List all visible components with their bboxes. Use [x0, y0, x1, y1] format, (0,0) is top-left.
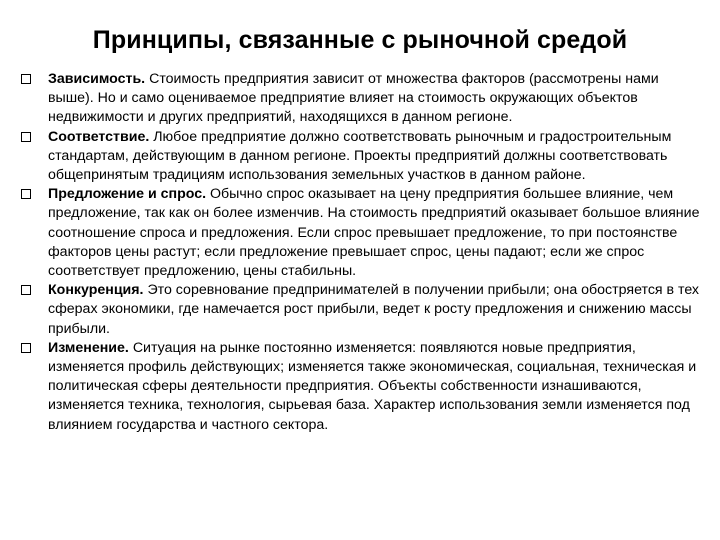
item-term: Зависимость.	[48, 71, 150, 87]
list-item	[20, 128, 700, 186]
item-text: Это соревнование предпринимателей в получении прибыли; она обостряется в тех сферах экономики, где намечается рост прибыли, ведет к росту предложения и снижению массы прибыли.	[48, 282, 700, 337]
checkbox-bullet-icon	[21, 189, 31, 199]
item-term: Изменение.	[48, 339, 133, 356]
item-term: Предложение и спрос.	[48, 186, 210, 203]
item-text: Любое предприятие должно соответствовать рыночным и градостроительным стандартам, действующим в данном регионе. Проекты предприятий должны соответствовать общепринятым традициям использования земельных участков в данном районе.	[48, 128, 672, 184]
item-term: Соответствие.	[48, 128, 154, 145]
item-text: Ситуация на рынке постоянно изменяется: появляются новые предприятия, изменяется профиль действующих; изменяется также экономическая, социальная, техническая и политическая сферы деятельности предприятия. Объекты собственности изнашиваются, изменяется техника, технология, сырьевая база. Характер использования земли изменяется под влиянием государства и частного сектора.	[48, 339, 697, 433]
list-item	[20, 339, 700, 435]
principles-list	[20, 70, 700, 435]
list-item	[20, 281, 700, 339]
list-item	[20, 70, 700, 128]
checkbox-bullet-icon	[21, 343, 31, 353]
list-item	[20, 185, 700, 281]
checkbox-bullet-icon	[21, 132, 31, 142]
checkbox-bullet-icon	[21, 285, 31, 295]
item-text: Обычно спрос оказывает на цену предприятия большее влияние, чем предложение, так как он более изменчив. На стоимость предприятий оказывает большое влияние соотношение спроса и предложения. Если спрос превышает предложение, то при постоянстве факторов цены растут; если предложение превышает спрос, цены падают; если же спрос соответствует предложению, цены стабильны.	[48, 186, 700, 280]
item-term: Конкуренция.	[48, 282, 148, 299]
checkbox-bullet-icon	[21, 74, 31, 84]
item-text: Стоимость предприятия зависит от множества факторов (рассмотрены нами выше). Но и само оцениваемое предприятие влияет на стоимость окружающих объектов недвижимости и других предприятий, находящихся в данном регионе.	[48, 71, 659, 126]
page-title: Принципы, связанные с рыночной средой	[92, 26, 628, 54]
